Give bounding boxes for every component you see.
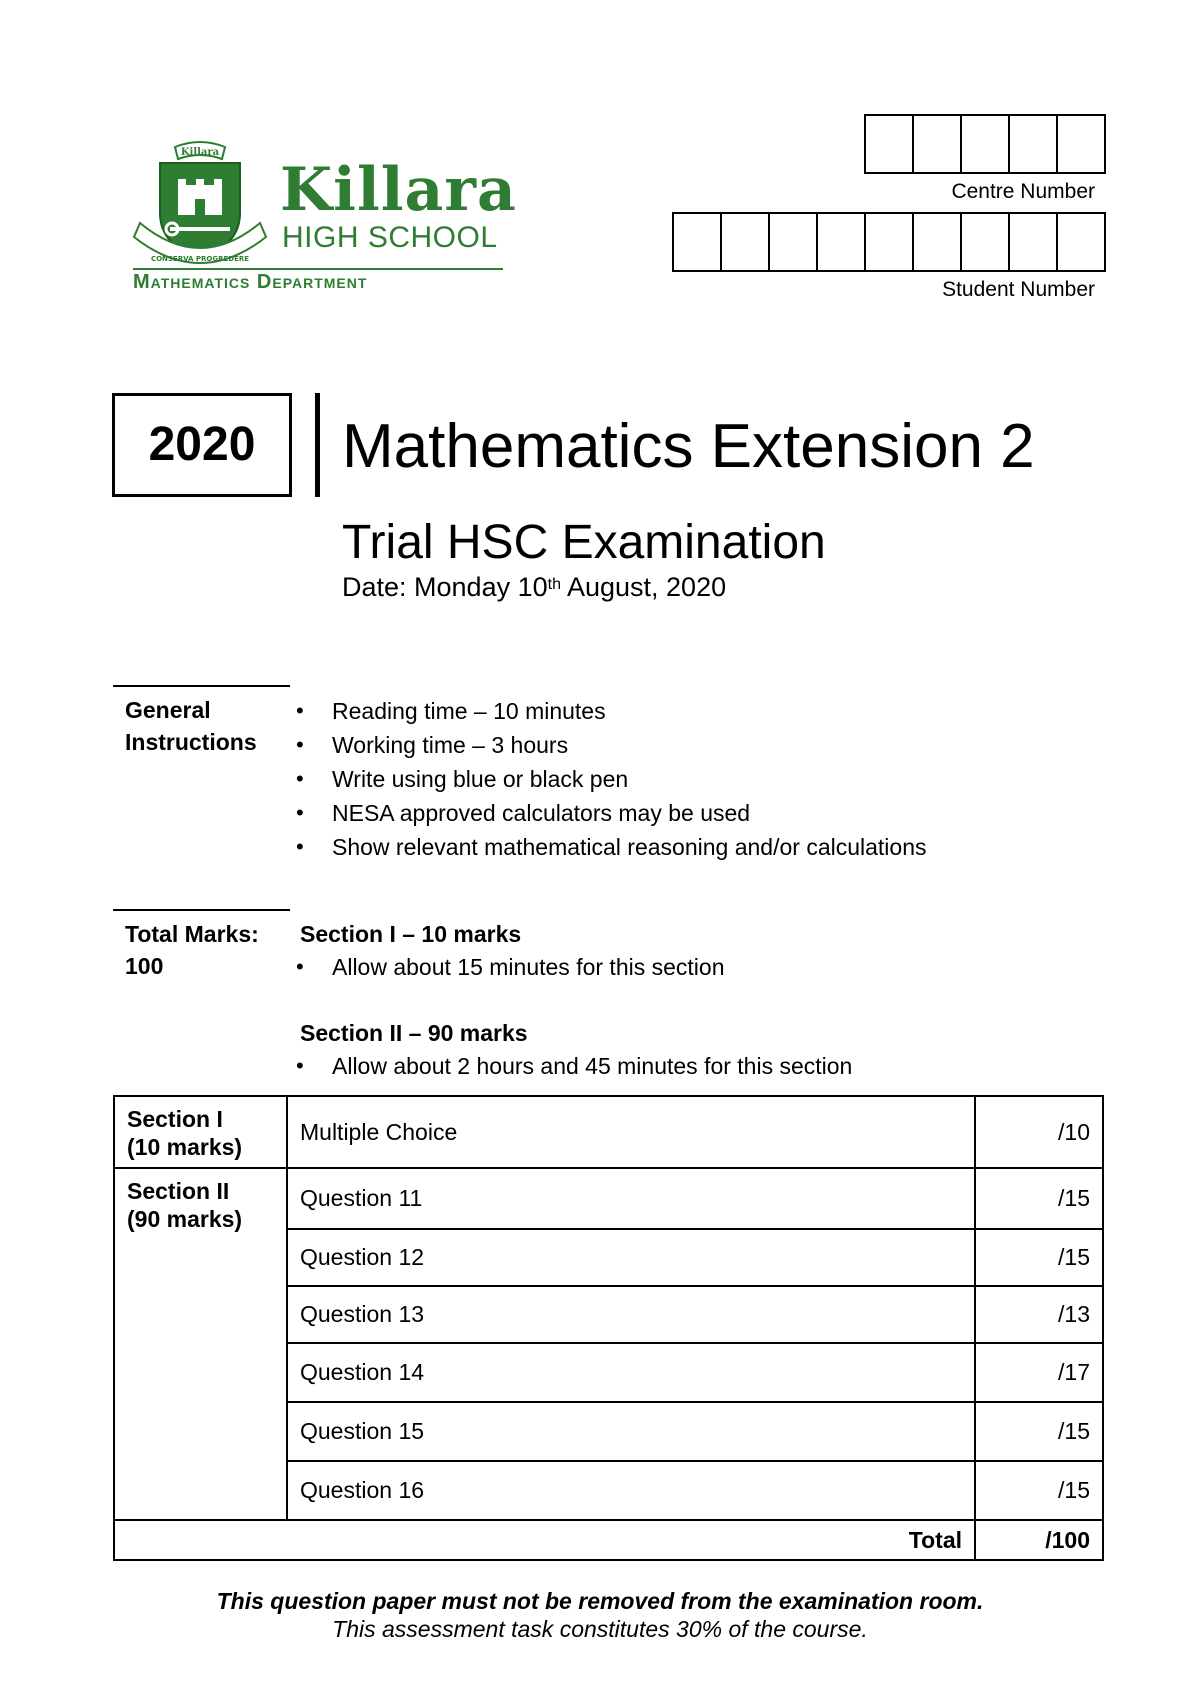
student-number-cell[interactable]: [866, 214, 914, 270]
school-name: Killara: [280, 155, 517, 225]
section-1-label-line1: Section I: [127, 1106, 223, 1132]
centre-number-cell[interactable]: [866, 116, 914, 172]
list-item: • Working time – 3 hours: [296, 728, 927, 762]
crest-banner-text: Killara: [180, 147, 220, 158]
centre-number-cell[interactable]: [1010, 116, 1058, 172]
footer-warning: This question paper must not be removed from the examination room.: [216, 1588, 984, 1614]
centre-number-cell[interactable]: [914, 116, 962, 172]
student-number-cell[interactable]: [722, 214, 770, 270]
student-number-cell[interactable]: [914, 214, 962, 270]
table-cell-marks[interactable]: /10: [975, 1096, 1103, 1168]
date-prefix: Date: Monday 10: [342, 572, 548, 602]
table-cell-marks[interactable]: /15: [975, 1402, 1103, 1461]
school-type: HIGH SCHOOL: [282, 221, 498, 254]
student-number-cell[interactable]: [770, 214, 818, 270]
table-cell-item: Question 14: [287, 1343, 975, 1402]
list-item: • NESA approved calculators may be used: [296, 796, 927, 830]
general-instructions-rule: [113, 685, 290, 687]
section-2-notes: [296, 1049, 852, 1083]
crest-motto: CONSERVA PROGREDERE: [150, 255, 250, 263]
table-cell-marks[interactable]: /17: [975, 1343, 1103, 1402]
general-instructions-heading: [125, 694, 257, 758]
section-2-title: Section II – 90 marks: [300, 1020, 528, 1046]
student-number-cell[interactable]: [674, 214, 722, 270]
general-heading-line1: General: [125, 697, 211, 723]
table-row: [114, 1096, 1103, 1168]
total-marks[interactable]: /100: [975, 1520, 1103, 1560]
list-item: • Show relevant mathematical reasoning and/or calculations: [296, 830, 927, 864]
general-instructions-list: [296, 694, 927, 864]
total-marks-heading: [125, 918, 259, 982]
total-marks-rule: [113, 909, 290, 911]
student-number-label: Student Number: [942, 278, 1095, 301]
total-marks-line1: Total Marks:: [125, 921, 259, 947]
table-cell-item: Multiple Choice: [287, 1096, 975, 1168]
footer-note: This assessment task constitutes 30% of the course.: [332, 1616, 868, 1642]
table-cell-marks[interactable]: /15: [975, 1229, 1103, 1286]
table-cell-marks[interactable]: /15: [975, 1168, 1103, 1229]
list-item: • Reading time – 10 minutes: [296, 694, 927, 728]
table-cell-item: Question 12: [287, 1229, 975, 1286]
exam-date: [342, 570, 726, 604]
section-2-label-line1: Section II: [127, 1178, 230, 1204]
table-cell-item: Question 13: [287, 1286, 975, 1343]
date-ordinal: th: [547, 576, 561, 593]
table-row-total: [114, 1520, 1103, 1560]
centre-number-boxes[interactable]: [864, 114, 1106, 174]
table-cell-item: Question 16: [287, 1461, 975, 1520]
list-item: • Allow about 15 minutes for this section: [296, 950, 724, 984]
centre-number-cell[interactable]: [962, 116, 1010, 172]
logo-divider: [133, 268, 503, 270]
total-marks-line2: 100: [125, 953, 164, 979]
section-1-title: Section I – 10 marks: [300, 921, 522, 947]
general-heading-line2: Instructions: [125, 729, 257, 755]
exam-subtitle: Trial HSC Examination: [342, 516, 826, 569]
table-cell-item: Question 11: [287, 1168, 975, 1229]
section-1-notes: [296, 950, 724, 984]
table-row: [114, 1168, 1103, 1229]
section-2-label-line2: (90 marks): [127, 1206, 243, 1232]
list-item: • Write using blue or black pen: [296, 762, 927, 796]
section-1-summary: [300, 918, 724, 984]
section-2-summary: [300, 1017, 852, 1083]
table-cell-marks[interactable]: /15: [975, 1461, 1103, 1520]
table-cell-marks[interactable]: /13: [975, 1286, 1103, 1343]
centre-number-label: Centre Number: [951, 180, 1095, 203]
centre-number-cell[interactable]: [1058, 116, 1104, 172]
exam-year: 2020: [112, 393, 292, 497]
section-1-label-line2: (10 marks): [127, 1134, 243, 1160]
section-1-label: [114, 1096, 287, 1168]
student-number-boxes[interactable]: [672, 212, 1106, 272]
title-divider: [315, 393, 320, 497]
student-number-cell[interactable]: [1010, 214, 1058, 270]
student-number-cell[interactable]: [818, 214, 866, 270]
table-cell-item: Question 15: [287, 1402, 975, 1461]
marks-table: [113, 1095, 1104, 1561]
date-suffix: August, 2020: [560, 572, 727, 602]
section-2-label: [114, 1168, 287, 1520]
total-label: Total: [114, 1520, 975, 1560]
exam-title: Mathematics Extension 2: [342, 412, 1035, 481]
student-number-cell[interactable]: [962, 214, 1010, 270]
student-number-cell[interactable]: [1058, 214, 1104, 270]
list-item: • Allow about 2 hours and 45 minutes for this section: [296, 1049, 852, 1083]
department-name: Mathematics Department: [133, 271, 368, 293]
